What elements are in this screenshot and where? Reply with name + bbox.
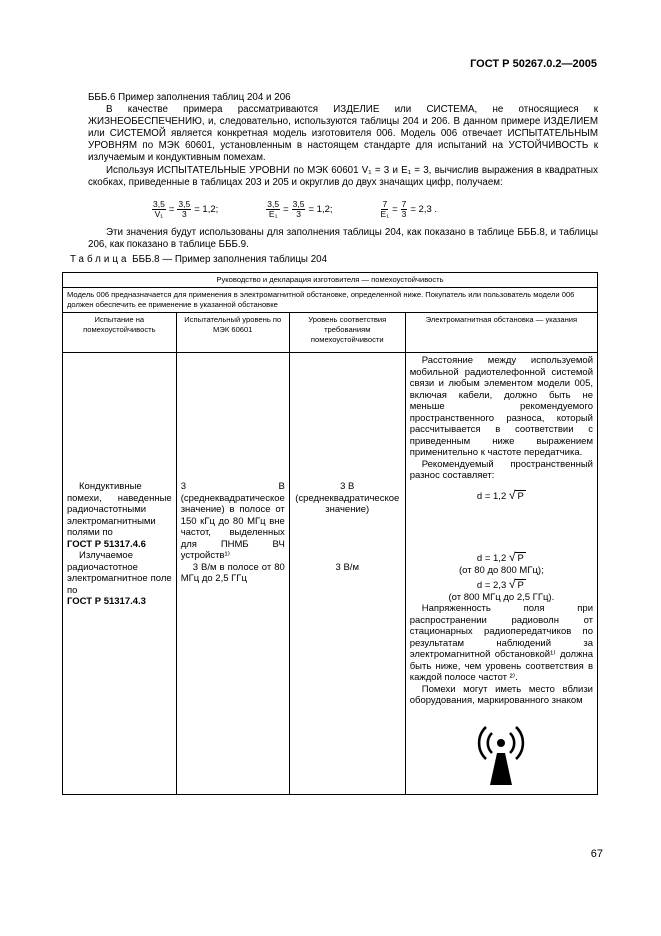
formula-d2: d = 1,2 √ P <box>476 550 524 564</box>
paragraph-3: Эти значения будут использованы для заполнения таблицы 204, как показано в таблице БББ.8, и таблицы 206, как показано в таблице БББ.9. <box>88 227 598 250</box>
cell-environment: Расстояние между используемой мобильной радиотелефонной системой связи и любым элементом модели 005, включая кабели, должно быть не меньше рекомендуемого пространственного разноса, который рассчитывается в соответствии с приведенным ниже выражением применительно к частоте передатчика. Рекомендуемый пространственный разнос составляет: d = 1,2 √ P d = 1,2 √ P (от 80 до 800 МГц); d = 2,3 √ P (от 800 МГц до 2,5 ГГц). Напряженность поля при распространении радиоволн от стационарных радиопередатчиков по результатам наблюдений за электромагнитной обстановкой¹⁾ должна быть ниже, чем уровень соответствия в каждой полосе частот ²⁾. Помехи могут иметь место вблизи оборудования, маркированного знаком <box>405 353 597 795</box>
cell-test: Кондуктивные помехи, наведенные радиочастотными электромагнитными полями по ГОСТ Р 51317.4.6 Излучаемое радиочастотное электромагнитное поле по ГОСТ Р 51317.4.3 <box>63 353 177 795</box>
table-intro: Модель 006 предназначается для применения в электромагнитной обстановке, определенной ниже. Покупатель или пользователь модели 006 должен обеспечить ее применение в указанной обстановке <box>63 288 598 313</box>
table-bbb8 <box>62 272 598 795</box>
paragraph-2: Используя ИСПЫТАТЕЛЬНЫЕ УРОВНИ по МЭК 60601 V₁ = 3 и E₁ = 3, вычислив выражения в квадратных скобках, приведенные в таблицах 203 и 205 и округлив до двух значащих цифр, получаем: <box>88 165 598 188</box>
cell-test-level: 3 В (среднеквадратическое значение) в полосе от 150 кГц до 80 МГц вне частот, выделенных для ПНМБ ВЧ устройств¹⁾ 3 В/м в полосе от 80 МГц до 2,5 ГГц <box>176 353 289 795</box>
formula-e1: $\frac{3,5}{\text{E₁}}$ = $\frac{3,5}{3}$ = 1,2; <box>267 199 333 219</box>
formula-v1: $\frac{3,5}{\text{V₁}}$ = $\frac{3,5}{3}$ = 1,2; <box>153 199 219 219</box>
formula-d3: d = 2,3 √ P <box>476 577 524 591</box>
formula-row <box>152 200 437 219</box>
standard-header: ГОСТ Р 50267.0.2—2005 <box>470 58 597 70</box>
header-compliance: Уровень соответствия требованиям помехоустойчивости <box>289 313 405 353</box>
cell-compliance: 3 В (среднеквадратическое значение) 3 В/м <box>289 353 405 795</box>
page-number: 67 <box>590 848 603 860</box>
table-title: Руководство и декларация изготовителя — помехоустойчивость <box>63 273 598 288</box>
section-title: БББ.6 Пример заполнения таблиц 204 и 206 <box>88 92 291 103</box>
header-test-level: Испытательный уровень по МЭК 60601 <box>176 313 289 353</box>
header-environment: Электромагнитная обстановка — указания <box>405 313 597 353</box>
table-caption: Таблица БББ.8 — Пример заполнения таблицы 204 <box>70 254 328 265</box>
formula-d1: d = 1,2 √ P <box>476 487 524 502</box>
paragraph-1: В качестве примера рассматриваются ИЗДЕЛИЕ или СИСТЕМА, не относящиеся к ЖИЗНЕОБЕСПЕЧЕНИЮ, и, следовательно, используются таблицы 204 и 206. В данном примере ИЗДЕЛИЕМ или СИСТЕМОЙ является конкретная модель изготовителя 006. Модель 006 отвечает ИСПЫТАТЕЛЬНЫМ УРОВНЯМ по МЭК 60601, установленным в настоящем стандарте для испытаний на УСТОЙЧИВОСТЬ к излучаемым и кондуктивным помехам. <box>88 104 598 163</box>
radio-emission-icon <box>410 715 593 793</box>
formula-e1-7: $\frac{7}{\text{E₁}}$ = $\frac{7}{3}$ = 2,3 . <box>380 199 438 219</box>
header-test: Испытание на помехоустойчивость <box>63 313 177 353</box>
